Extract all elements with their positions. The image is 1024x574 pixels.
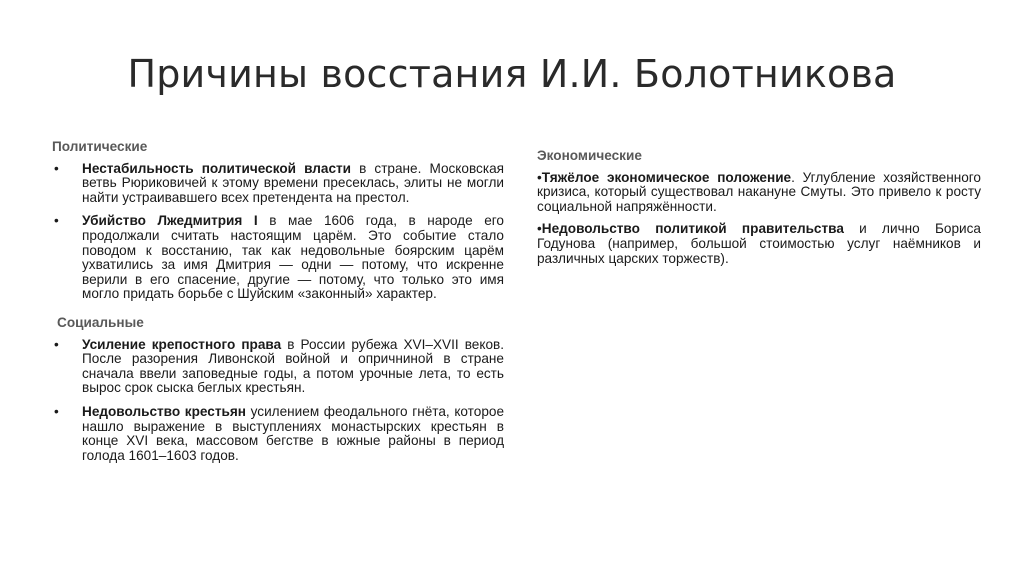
- item-text: в мае 1606 года, в народе его продолжали считать настоящим царём. Это событие стало поводом к восстанию, так как недовольные боярским царём ухватились за имя Дмитрия — одни — потому, что искренне верили в его спасение, другие — потому, что только это имя могло придать борьбе с Шуйским «законный» характер.: [82, 213, 504, 302]
- item-bold-text: Недовольство политикой правительства: [541, 221, 844, 237]
- list-item: [537, 171, 981, 215]
- bullet-icon: •: [54, 160, 59, 176]
- political-list: [52, 162, 504, 302]
- bullet-icon: •: [537, 221, 542, 237]
- item-text: в стране. Московская ветвь Рюриковичей к этому времени пресеклась, элиты не могли найти устраивавшего всех претендента на престол.: [82, 160, 504, 205]
- bullet-icon: •: [537, 169, 542, 185]
- social-heading: Социальные: [57, 314, 144, 330]
- list-item: [52, 162, 504, 206]
- item-text: усилением феодального гнёта, которое нашло выражение в выступлениях монастырских крестьян в конце XVI века, массовом бегстве в южные районы в период голода 1601–1603 годов.: [82, 403, 505, 463]
- right-column: [537, 149, 981, 274]
- list-item: [52, 214, 504, 302]
- list-item: [52, 405, 504, 463]
- bullet-icon: •: [54, 336, 59, 352]
- bullet-icon: •: [54, 403, 59, 419]
- item-bold-text: Тяжёлое экономическое положение: [541, 169, 792, 185]
- item-bold-text: Усиление крепостного права: [82, 336, 282, 352]
- list-item: [537, 222, 981, 266]
- item-bold-text: Убийство Лжедмитрия I: [82, 213, 258, 229]
- item-bold-text: Недовольство крестьян: [82, 403, 246, 419]
- economic-heading: Экономические: [537, 148, 642, 163]
- slide-title: Причины восстания И.И. Болотникова: [127, 52, 897, 96]
- left-column: [52, 140, 504, 472]
- item-text: в России рубежа XVI–XVII веков. После разорения Ливонской войной и опричниной в стране сначала ввели заповедные годы, а потом урочные лета, то есть вырос срок сыска беглых крестьян.: [82, 336, 505, 396]
- list-item: [52, 338, 504, 396]
- economic-list: [537, 171, 981, 267]
- political-heading: Политические: [52, 139, 148, 154]
- bullet-icon: •: [54, 213, 59, 229]
- item-text: и лично Бориса Годунова (например, большой стоимостью услуг наёмников и различных царских торжеств).: [537, 221, 981, 266]
- item-bold-text: Нестабильность политической власти: [82, 160, 352, 176]
- item-text: . Углубление хозяйственного кризиса, который существовал накануне Смуты. Это привело к росту социальной напряжённости.: [537, 169, 981, 214]
- social-list: [52, 338, 504, 464]
